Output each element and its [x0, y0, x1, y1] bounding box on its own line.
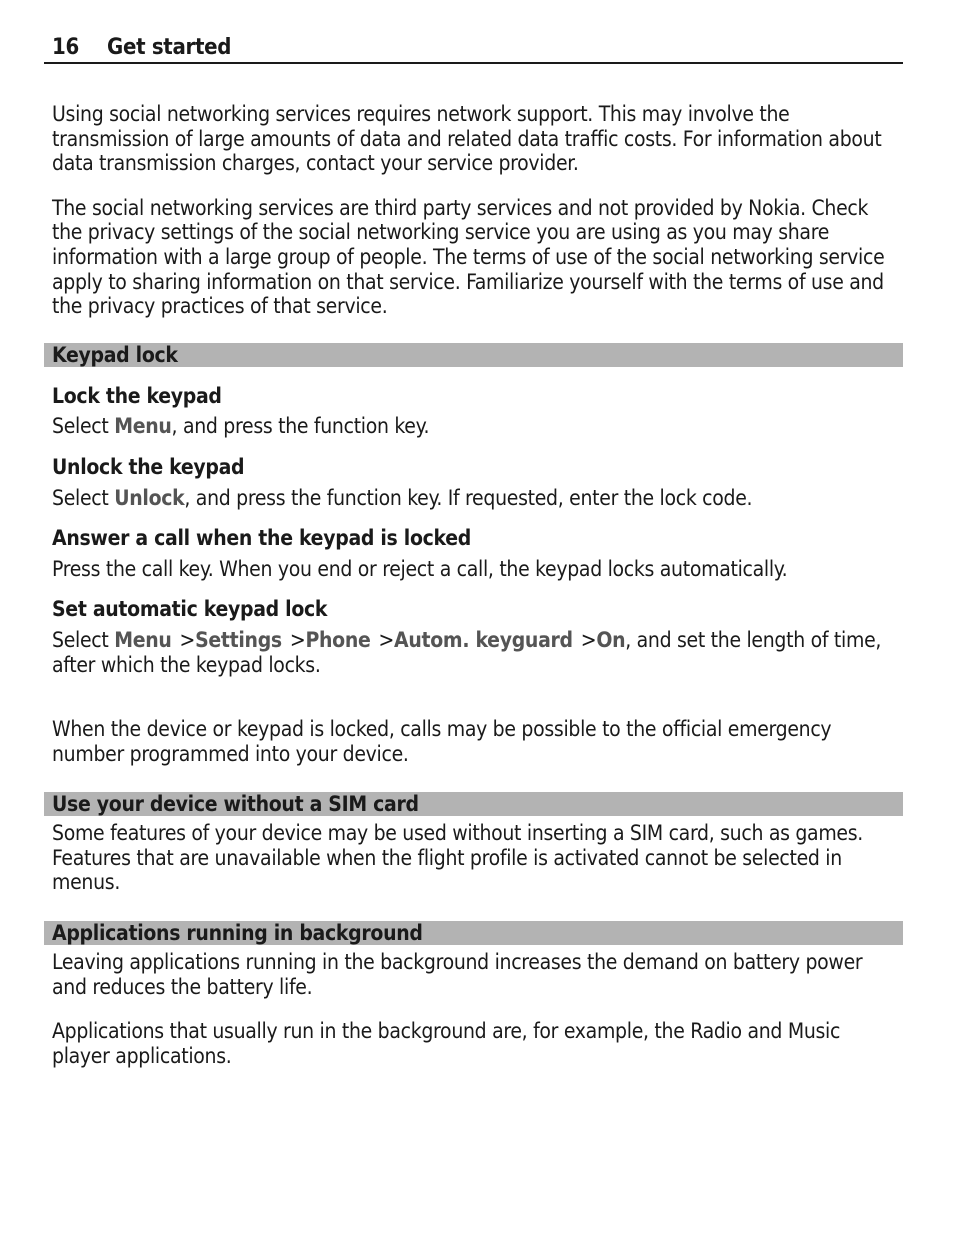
- ui-menu-label: Menu: [114, 414, 172, 439]
- page-number: 16: [52, 35, 79, 60]
- intro-paragraph-1: Using social networking services requires network support. This may involve the transmission of large amounts of data and related data traffic costs. For information about data transmission charges, contact your service provider.: [52, 102, 882, 176]
- page-content: [52, 102, 900, 1068]
- auto-post: , and set the length of time, after which the keypad locks.: [52, 627, 882, 677]
- ui-menu-label: Menu: [114, 627, 172, 652]
- lock-pre: Select: [52, 414, 115, 439]
- answer-call-text: Press the call key. When you end or reject a call, the keypad locks automatically.: [52, 556, 788, 581]
- ui-on-label: On: [596, 627, 626, 652]
- page-header: [44, 34, 903, 64]
- unlock-keypad-text: [52, 486, 900, 511]
- intro-paragraph-2: The social networking services are third party services and not provided by Nokia. Check the privacy settings of the social networking service you are using as you may share information with a large group of people. The terms of use of the social networking service apply to sharing information on that service. Familiarize yourself with the terms of use and the privacy practices of that service.: [52, 195, 885, 319]
- lock-keypad-text: [52, 414, 900, 439]
- ui-autom-keyguard-label: Autom. keyguard: [394, 627, 573, 652]
- no-sim-text: Some features of your device may be used without inserting a SIM card, such as games. Features that are unavailable when the flight profile is activated cannot be selected in menus.: [52, 821, 863, 895]
- unlock-pre: Select: [52, 485, 115, 510]
- subheading-auto-lock: Set automatic keypad lock: [52, 597, 328, 622]
- menu-arrow: >: [289, 627, 306, 652]
- background-apps-paragraph-2: Applications that usually run in the background are, for example, the Radio and Music player applications.: [52, 1019, 841, 1068]
- menu-arrow: >: [378, 627, 395, 652]
- unlock-post: , and press the function key. If requested, enter the lock code.: [184, 485, 753, 510]
- emergency-note: When the device or keypad is locked, calls may be possible to the official emergency number programmed into your device.: [52, 717, 832, 766]
- section-heading-no-sim: Use your device without a SIM card: [44, 792, 903, 816]
- section-heading-background-apps: Applications running in background: [44, 921, 903, 945]
- menu-arrow: >: [580, 627, 597, 652]
- subheading-unlock-keypad: Unlock the keypad: [52, 454, 245, 479]
- subheading-lock-keypad: Lock the keypad: [52, 383, 222, 408]
- auto-pre: Select: [52, 627, 115, 652]
- auto-lock-text: [52, 628, 900, 677]
- chapter-title: Get started: [107, 35, 232, 60]
- subheading-answer-call: Answer a call when the keypad is locked: [52, 526, 471, 551]
- background-apps-paragraph-1: Leaving applications running in the background increases the demand on battery power and reduces the battery life.: [52, 950, 863, 999]
- ui-unlock-label: Unlock: [114, 485, 185, 510]
- ui-settings-label: Settings: [195, 627, 282, 652]
- section-heading-keypad-lock: Keypad lock: [44, 343, 903, 367]
- menu-arrow: >: [179, 627, 196, 652]
- lock-post: , and press the function key.: [171, 414, 430, 439]
- ui-phone-label: Phone: [305, 627, 371, 652]
